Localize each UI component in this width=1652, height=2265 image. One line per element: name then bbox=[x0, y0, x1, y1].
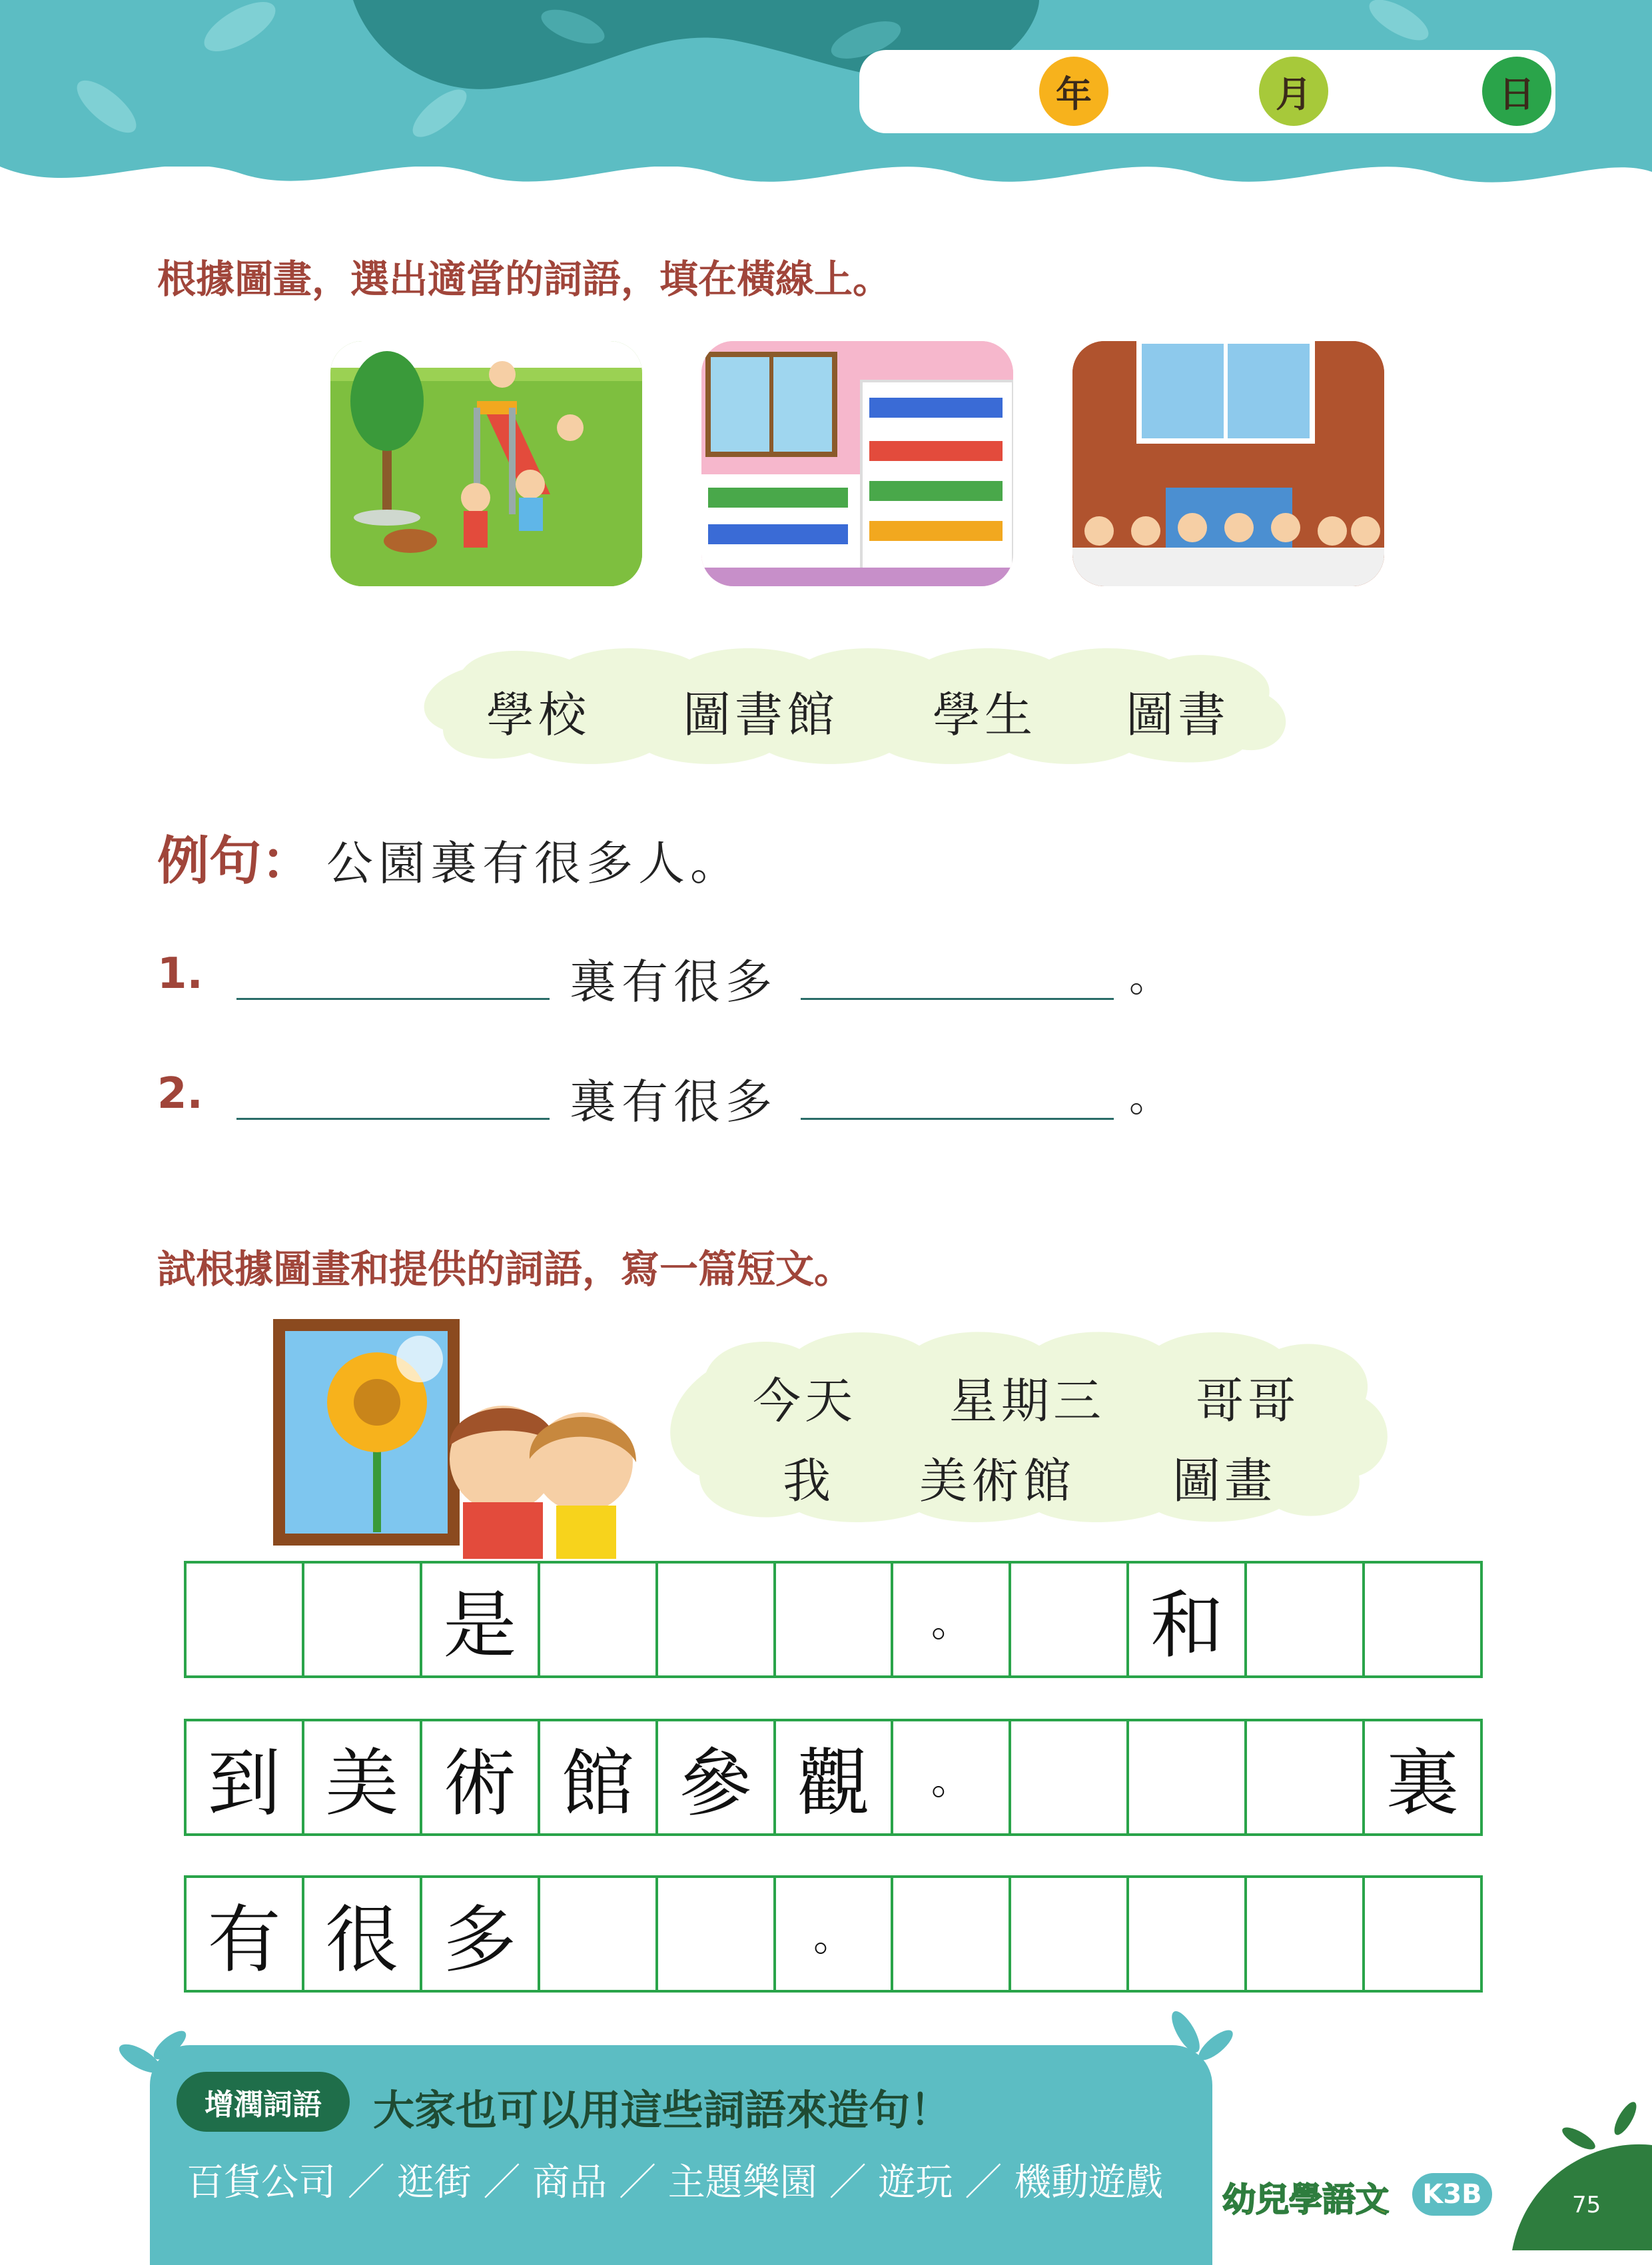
writing-grid-row-1 bbox=[184, 1561, 1483, 1678]
vocab-word-list: 百貨公司 ／ 逛街 ／ 商品 ／ 主題樂園 ／ 遊玩 ／ 機動遊戲 bbox=[187, 2161, 1164, 2204]
grid-cell[interactable]: 美 bbox=[304, 1721, 422, 1833]
page-number: 75 bbox=[1572, 2192, 1601, 2218]
item-2-blank-1[interactable] bbox=[236, 1118, 550, 1120]
grid-cell[interactable] bbox=[1011, 1564, 1129, 1675]
example-sentence: 公園裏有很多人。 bbox=[326, 836, 742, 891]
grid-cell[interactable] bbox=[1247, 1878, 1365, 1990]
grid-cell[interactable] bbox=[1011, 1721, 1129, 1833]
grid-cell[interactable] bbox=[1129, 1878, 1247, 1990]
item-2-middle-text: 裏有很多 bbox=[570, 1075, 777, 1129]
word-bank-item-1: 學校 bbox=[486, 687, 591, 743]
item-2-number: 2. bbox=[157, 1069, 203, 1119]
grid-cell[interactable] bbox=[1247, 1721, 1365, 1833]
date-month-badge: 月 bbox=[1259, 57, 1328, 126]
grid-cell[interactable] bbox=[1247, 1564, 1365, 1675]
word-bank-item-3: 學生 bbox=[933, 687, 1037, 743]
section2-instruction: 試根據圖畫和提供的詞語，寫一篇短文。 bbox=[157, 1246, 853, 1292]
grid-cell[interactable]: 到 bbox=[187, 1721, 304, 1833]
grid-cell[interactable] bbox=[658, 1564, 776, 1675]
grid-cell[interactable] bbox=[1365, 1878, 1480, 1990]
school-students-picture bbox=[1072, 341, 1384, 586]
grid-cell[interactable] bbox=[187, 1564, 304, 1675]
word-bank-item-4: 圖書 bbox=[1126, 687, 1230, 743]
grid-cell[interactable] bbox=[776, 1564, 894, 1675]
example-label: 例句： bbox=[157, 831, 314, 891]
grid-cell[interactable]: 是 bbox=[422, 1564, 540, 1675]
grid-cell[interactable] bbox=[893, 1878, 1011, 1990]
grid-cell[interactable]: 館 bbox=[540, 1721, 658, 1833]
vocab-badge: 增潤詞語 bbox=[177, 2072, 350, 2132]
item-1-middle-text: 裏有很多 bbox=[570, 955, 777, 1009]
level-badge: K3B bbox=[1412, 2173, 1492, 2216]
word-bank-2-item-1: 今天 bbox=[753, 1373, 857, 1429]
vocab-title: 大家也可以用這些詞語來造句！ bbox=[373, 2086, 952, 2134]
grid-cell[interactable] bbox=[304, 1564, 422, 1675]
grid-cell[interactable]: 參 bbox=[658, 1721, 776, 1833]
word-bank-2-item-6: 圖畫 bbox=[1172, 1453, 1277, 1509]
grid-cell[interactable]: 術 bbox=[422, 1721, 540, 1833]
section1-instruction: 根據圖畫，選出適當的詞語，填在橫線上。 bbox=[157, 256, 892, 302]
grid-cell[interactable] bbox=[540, 1878, 658, 1990]
item-1-blank-1[interactable] bbox=[236, 998, 550, 1000]
date-bar bbox=[859, 50, 1555, 133]
kids-sunflower-painting-picture bbox=[273, 1319, 653, 1559]
park-playground-picture bbox=[330, 341, 642, 586]
word-bank-2-item-2: 星期三 bbox=[949, 1373, 1106, 1429]
grid-cell[interactable] bbox=[1011, 1878, 1129, 1990]
word-bank-2-item-5: 美術館 bbox=[919, 1453, 1076, 1509]
item-1-end-mark: 。 bbox=[1129, 955, 1169, 1001]
date-year-badge: 年 bbox=[1039, 57, 1108, 126]
item-2-end-mark: 。 bbox=[1129, 1075, 1169, 1121]
word-bank-2-item-4: 我 bbox=[783, 1453, 835, 1509]
library-bookshelves-picture bbox=[701, 341, 1013, 586]
grid-cell[interactable] bbox=[1129, 1721, 1247, 1833]
writing-grid-row-2 bbox=[184, 1719, 1483, 1836]
item-2-blank-2[interactable] bbox=[801, 1118, 1114, 1120]
item-1-blank-2[interactable] bbox=[801, 998, 1114, 1000]
grid-cell[interactable]: 。 bbox=[893, 1564, 1011, 1675]
grid-cell[interactable]: 觀 bbox=[776, 1721, 894, 1833]
grid-cell[interactable]: 裏 bbox=[1386, 1741, 1459, 1826]
writing-grid-row-3 bbox=[184, 1875, 1483, 1993]
grid-cell[interactable]: 和 bbox=[1129, 1564, 1247, 1675]
grid-cell[interactable] bbox=[540, 1564, 658, 1675]
grid-cell[interactable]: 。 bbox=[776, 1878, 894, 1990]
item-1-number: 1. bbox=[157, 949, 203, 999]
grid-cell[interactable] bbox=[1365, 1564, 1480, 1675]
word-bank-2-item-3: 哥哥 bbox=[1196, 1373, 1300, 1429]
grid-cell[interactable]: 很 bbox=[304, 1878, 422, 1990]
date-day-badge: 日 bbox=[1482, 57, 1551, 126]
brand-logo: 幼兒學語文 bbox=[1222, 2180, 1389, 2219]
grid-cell[interactable]: 。 bbox=[893, 1721, 1011, 1833]
corner-hill-decoration bbox=[1499, 2098, 1652, 2250]
grid-cell[interactable] bbox=[658, 1878, 776, 1990]
grid-cell[interactable]: 有 bbox=[187, 1878, 304, 1990]
grid-cell[interactable]: 多 bbox=[422, 1878, 540, 1990]
word-bank-item-2: 圖書館 bbox=[683, 687, 839, 743]
